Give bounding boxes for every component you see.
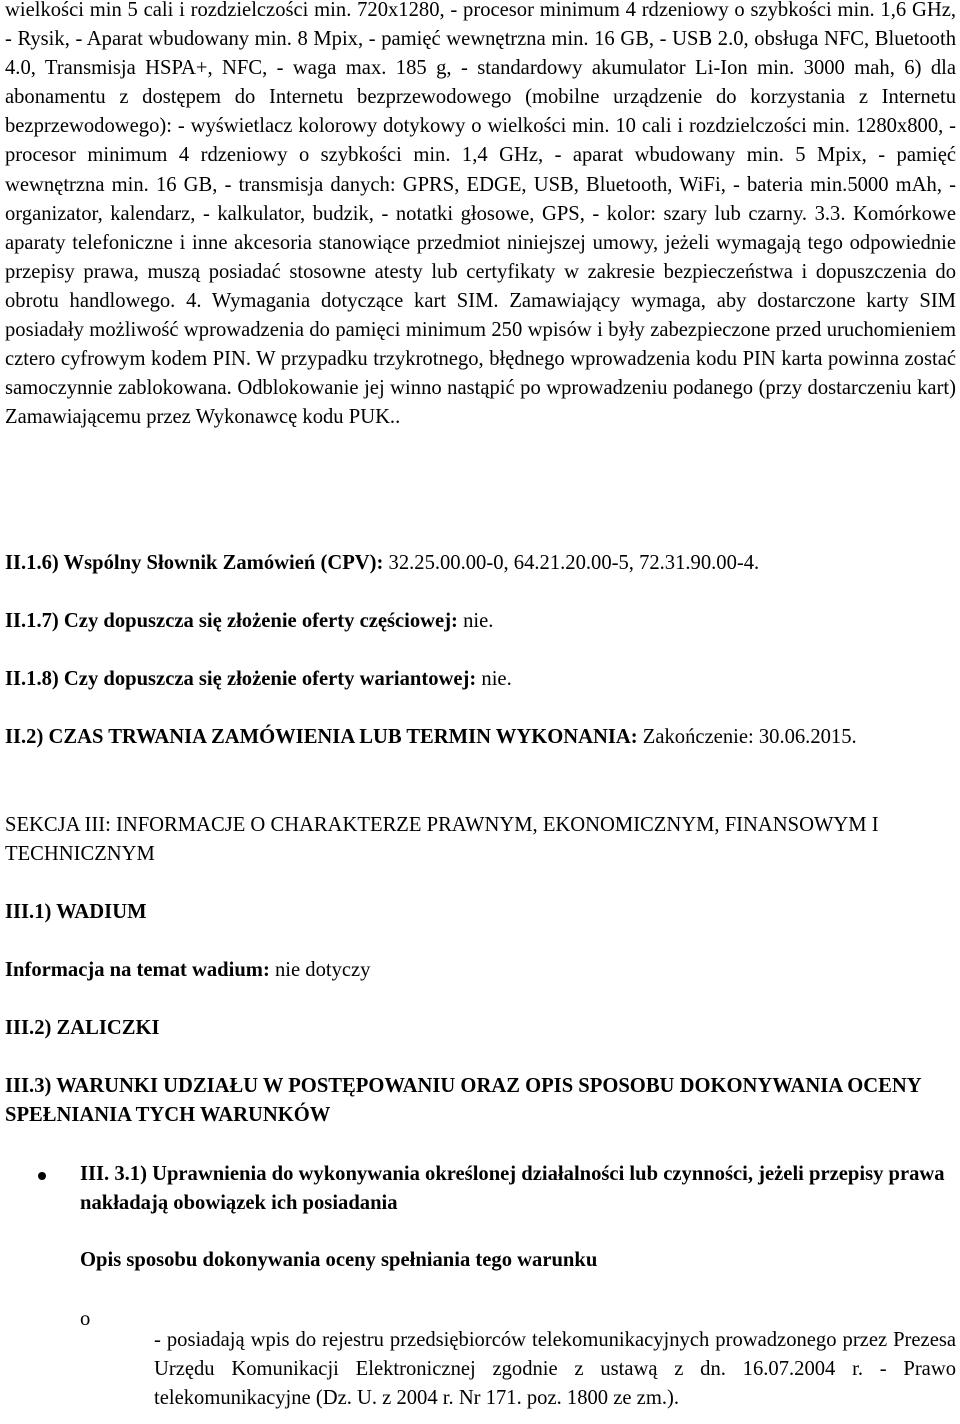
condition-item bbox=[80, 1160, 956, 1217]
sub-bullet-marker: o bbox=[80, 1308, 91, 1330]
sub-item-paragraph: - posiadają wpis do rejestru przedsiębiorców telekomunikacyjnych prowadzonego przez Prezesa Urzędu Komunikacji Elektronicznej zgodnie z ustawą z dn. 16.07.2004 r. - Prawo telekomunikacyjne (Dz. U. z 2004 r. Nr 171. poz. 1800 ze zm.). bbox=[154, 1328, 956, 1410]
duration-label: II.2) CZAS TRWANIA ZAMÓWIENIA LUB TERMIN WYKONANIA: bbox=[5, 726, 638, 748]
deposit-info-label: Informacja na temat wadium: bbox=[5, 959, 270, 981]
assessment-heading bbox=[80, 1246, 956, 1275]
cpv-value: 32.25.00.00-0, 64.21.20.00-5, 72.31.90.00-4. bbox=[383, 552, 760, 574]
conditions-heading bbox=[5, 1072, 956, 1129]
duration-line bbox=[5, 723, 956, 752]
conditions-heading-text: III.3) WARUNKI UDZIAŁU W POSTĘPOWANIU ORAZ OPIS SPOSOBU DOKONYWANIA OCENY SPEŁNIANIA TYCH WARUNKÓW bbox=[5, 1075, 921, 1126]
deposit-info-value: nie dotyczy bbox=[269, 959, 371, 981]
partial-offer-label: II.1.7) Czy dopuszcza się złożenie oferty częściowej: bbox=[5, 610, 458, 632]
variant-offer-line bbox=[5, 665, 956, 694]
bullet-icon bbox=[38, 1172, 46, 1180]
variant-offer-value: nie. bbox=[476, 668, 512, 690]
deposit-heading-text: III.1) WADIUM bbox=[5, 901, 147, 923]
section-3-title: SEKCJA III: INFORMACJE O CHARAKTERZE PRAWNYM, EKONOMICZNYM, FINANSOWYM I TECHNICZNYM bbox=[5, 814, 879, 865]
deposit-info-line bbox=[5, 956, 956, 985]
partial-offer-line bbox=[5, 607, 956, 636]
cpv-label: II.1.6) Wspólny Słownik Zamówień (CPV): bbox=[5, 552, 384, 574]
assessment-heading-text: Opis sposobu dokonywania oceny spełniania tego warunku bbox=[80, 1249, 598, 1271]
cpv-line bbox=[5, 549, 956, 578]
intro-paragraph: wielkości min 5 cali i rozdzielczości min. 720x1280, - procesor minimum 4 rdzeniowy o szybkości min. 1,6 GHz, - Rysik, - Aparat wbudowany min. 8 Mpix, - pamięć wewnętrzna min. 16 GB, - USB 2.0, obsługa NFC, Bluetooth 4.0, Transmisja HSPA+, NFC, - waga max. 185 g, - standardowy akumulator Li-Ion min. 3000 mah, 6) dla abonamentu z dostępem do Internetu bezprzewodowego (mobilne urządzenie do korzystania z Internetu bezprzewodowego): - wyświetlacz kolorowy dotykowy o wielkości min. 10 cali i rozdzielczości min. 1280x800, - procesor minimum 4 rdzeniowy o szybkości min. 1,4 GHz, - aparat wbudowany min. 5 Mpix, - pamięć wewnętrzna min. 16 GB, - transmisja danych: GPRS, EDGE, USB, Bluetooth, WiFi, - bateria min.5000 mAh, - organizator, kalendarz, - kalkulator, budzik, - notatki głosowe, GPS, - kolor: szary lub czarny. 3.3. Komórkowe aparaty telefoniczne i inne akcesoria stanowiące przedmiot niniejszej umowy, jeżeli wymagają tego odpowiednie przepisy prawa, muszą posiadać stosowne atesty lub certyfikaty w zakresie bezpieczeństwa i dopuszczenia do obrotu handlowego. 4. Wymagania dotyczące kart SIM. Zamawiający wymaga, aby dostarczone karty SIM posiadały możliwość wprowadzenia do pamięci minimum 250 wpisów i były zabezpieczone przed uruchomieniem cztero cyfrowym kodem PIN. W przypadku trzykrotnego, błędnego wprowadzenia kodu PIN karta powinna zostać samoczynnie zablokowana. Odblokowanie jej winno nastąpić po wprowadzeniu podanego (przy dostarczeniu kart) Zamawiającemu przez Wykonawcę kodu PUK.. bbox=[5, 0, 956, 429]
variant-offer-label: II.1.8) Czy dopuszcza się złożenie oferty wariantowej: bbox=[5, 668, 477, 690]
deposit-heading bbox=[5, 898, 956, 927]
advance-heading bbox=[5, 1014, 956, 1043]
condition-item-text: III. 3.1) Uprawnienia do wykonywania określonej działalności lub czynności, jeżeli przepisy prawa nakładają obowiązek ich posiadania bbox=[80, 1163, 945, 1214]
duration-value: Zakończenie: 30.06.2015. bbox=[637, 726, 857, 748]
partial-offer-value: nie. bbox=[457, 610, 494, 632]
advance-heading-text: III.2) ZALICZKI bbox=[5, 1017, 160, 1039]
